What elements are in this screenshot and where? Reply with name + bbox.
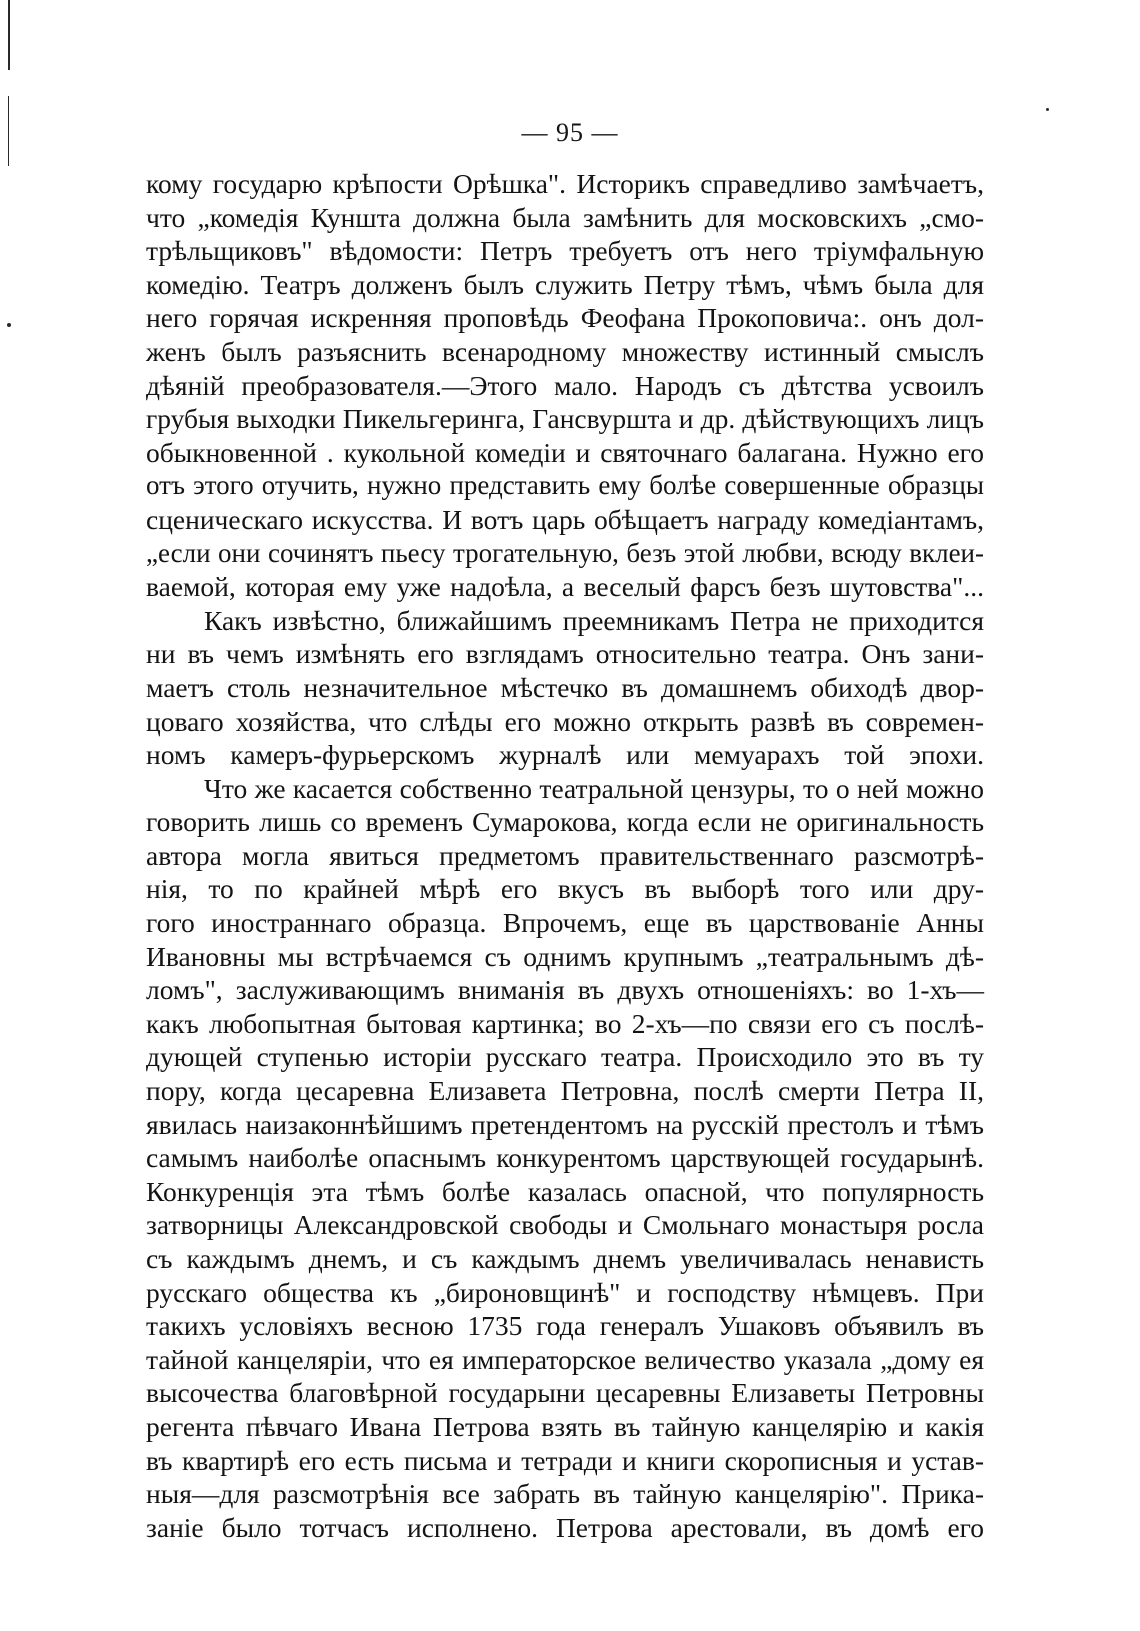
- text-line: гого иностраннаго образца. Впрочемъ, еще въ царствованіе Анны: [146, 907, 984, 939]
- text-line: явилась наизаконнѣйшимъ претендентомъ на русскій престолъ и тѣмъ: [146, 1108, 984, 1140]
- text-line: сценическаго искусства. И вотъ царь обѣщаетъ награду комедіантамъ,: [146, 503, 984, 535]
- text-line: женъ былъ разъяснить всенародному множеству истинный смыслъ: [146, 335, 984, 367]
- text-line: цоваго хозяйства, что слѣды его можно открыть развѣ въ современ-: [146, 705, 984, 737]
- text-line: русскаго общества къ „бироновщинѣ" и господству нѣмцевъ. При: [146, 1276, 984, 1308]
- text-line: высочества благовѣрной государыни цесаревны Елизаветы Петровны: [146, 1377, 984, 1409]
- scan-edge-mark: [8, 0, 10, 70]
- text-line: ваемой, которая ему уже надоѣла, а веселый фарсъ безъ шутовства"...: [146, 571, 984, 603]
- page-number: — 95 —: [521, 118, 619, 147]
- text-line: тайной канцеляріи, что ея императорское величество указала „дому ея: [146, 1343, 984, 1375]
- text-line: Конкуренція эта тѣмъ болѣе казалась опасной, что популярность: [146, 1175, 984, 1207]
- text-line: автора могла явиться предметомъ правительственнаго разсмотрѣ-: [146, 839, 984, 871]
- text-line: заніе было тотчасъ исполнено. Петрова арестовали, въ домѣ его: [146, 1511, 984, 1543]
- text-line: съ каждымъ днемъ, и съ каждымъ днемъ увеличивалась ненависть: [146, 1243, 984, 1274]
- text-line: затворницы Александровской свободы и Смольнаго монастыря росла: [146, 1209, 984, 1241]
- text-line: пору, когда цесаревна Елизавета Петровна, послѣ смерти Петра II,: [146, 1075, 984, 1107]
- text-line: ныя—для разсмотрѣнія все забрать въ тайную канцелярію". Прика-: [146, 1478, 984, 1510]
- text-line: грубыя выходки Пикельгеринга, Гансвурштa и др. дѣйствующихъ лицъ: [146, 403, 984, 435]
- text-line: „если они сочинятъ пьесу трогательную, безъ этой любви, всюду вклеи-: [146, 537, 984, 568]
- text-line: Какъ извѣстно, ближайшимъ преемникамъ Петра не приходится: [204, 604, 984, 636]
- text-line: Ивановны мы встрѣчаемся съ однимъ крупнымъ „театральнымъ дѣ-: [146, 940, 984, 972]
- text-line: Что же касается собственно театральной цензуры, то о ней можно: [204, 772, 984, 804]
- text-line: номъ камеръ-фурьерскомъ журналѣ или мемуарахъ той эпохи.: [146, 739, 984, 771]
- text-line: что „комедія Кунштa должна была замѣнить для московскихъ „смо-: [146, 201, 984, 233]
- text-line: ломъ", заслуживающимъ вниманія въ двухъ отношеніяхъ: во 1-хъ—: [146, 974, 984, 1006]
- body-text: [146, 167, 984, 1544]
- text-line: какъ любопытная бытовая картинка; во 2-хъ—по связи его съ послѣ-: [146, 1007, 984, 1039]
- text-line: дующей ступенью исторіи русскаго театра. Происходило это въ ту: [146, 1041, 984, 1073]
- text-line: ни въ чемъ измѣнять его взглядамъ относительно театра. Онъ зани-: [146, 638, 984, 670]
- text-line: него горячая искренняя проповѣдь Феофана Прокоповича:. онъ дол-: [146, 302, 984, 334]
- text-line: въ квартирѣ его есть письма и тетради и книги скорописныя и устав-: [146, 1444, 984, 1476]
- text-line: регента пѣвчаго Ивана Петрова взять въ тайную канцелярію и какія: [146, 1410, 984, 1442]
- text-line: говорить лишь со временъ Сумарокова, когда если не оригинальность: [146, 806, 984, 838]
- text-line: отъ этого отучить, нужно представить ему болѣе совершенные образцы: [146, 470, 984, 501]
- text-line: дѣяній преобразователя.—Этого мало. Народъ съ дѣтства усвоилъ: [146, 369, 984, 401]
- text-line: кому государю крѣпости Орѣшка". Историкъ справедливо замѣчаетъ,: [146, 168, 984, 199]
- text-line: самымъ наиболѣе опаснымъ конкурентомъ царствующей государынѣ.: [146, 1142, 984, 1174]
- scan-speck: [1046, 108, 1049, 111]
- text-line: комедію. Театръ долженъ былъ служить Петру тѣмъ, чѣмъ была для: [146, 268, 984, 300]
- text-line: маетъ столь незначительное мѣстечко въ домашнемъ обиходѣ двор-: [146, 671, 984, 703]
- scan-speck: [7, 323, 11, 327]
- text-line: нія, то по крайней мѣрѣ его вкусъ въ выборѣ того или дру-: [146, 873, 984, 905]
- text-line: такихъ условіяхъ весною 1735 года генералъ Ушаковъ объявилъ въ: [146, 1310, 984, 1342]
- text-line: обыкновенной . кукольной комедіи и святочнаго балагана. Нужно его: [146, 436, 984, 468]
- text-line: трѣльщиковъ" вѣдомости: Петръ требуетъ отъ него тріумфальную: [146, 235, 984, 267]
